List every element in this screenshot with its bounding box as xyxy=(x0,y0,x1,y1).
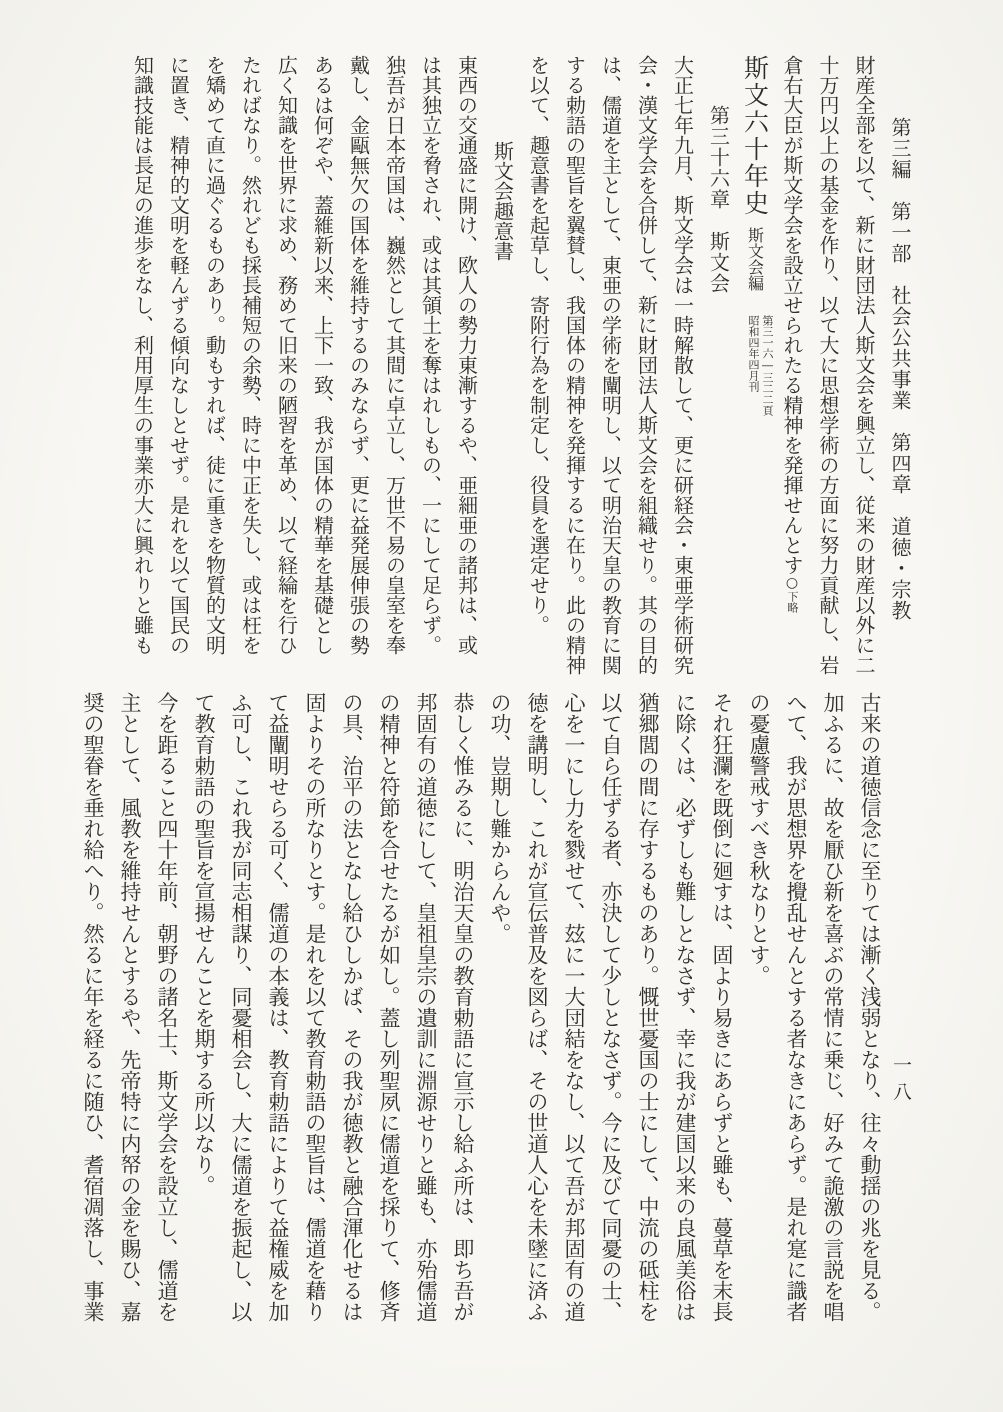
text-column: に除くは、必ずしも難しとなさず、幸に我が建国以来の良風美俗は xyxy=(673,692,697,1322)
book-editor: 斯文会編 xyxy=(745,227,765,291)
text-column: 猶郷閭の間に存するものあり。慨世憂国の士にして、中流の砥柱を xyxy=(636,692,660,1322)
text-column: 邦固有の道徳にして、皇祖皇宗の遺訓に淵源せりと雖も、亦殆儒道 xyxy=(414,692,438,1322)
text-column: 知識技能は長足の進歩をなし、利用厚生の事業亦大に興れりと雖も xyxy=(130,55,155,655)
text-column: て益闡明せらる可く、儒道の本義は、教育勅語によりて益権威を加 xyxy=(266,692,290,1322)
quote-text: 倉右大臣が斯文学会を設立せられたる精神を発揮せんとす xyxy=(780,55,804,575)
text-column: の憂慮警戒すべき秋なりとす。 xyxy=(747,692,771,986)
text-column: 主として、風教を維持せんとするや、先帝特に内帑の金を賜ひ、嘉 xyxy=(118,692,142,1322)
quote-column xyxy=(774,55,810,703)
running-header: 第三編 第一部 社会公共事業 第四章 道徳・宗教 xyxy=(888,117,912,621)
section-heading: 斯文会趣意書 xyxy=(490,141,515,261)
text-column: たればなり。然れども採長補短の余勢、時に中正を失し、或は枉を xyxy=(238,55,263,655)
chapter-heading: 第三十六章 斯文会 xyxy=(706,105,731,294)
text-column: を矯めて直に過ぐるものあり。動もすれば、徒に重きを物質的文明 xyxy=(202,55,227,655)
text-column: 以て自ら任ずる者、亦決して少しとなさず。今に及びて同憂の士、 xyxy=(599,692,623,1322)
citation-date: 昭和四年四月刊 xyxy=(747,315,760,392)
citation-pages: 第三一六―三二二頁 xyxy=(761,315,774,416)
text-column: の功、豈期し難からんや。 xyxy=(488,692,512,944)
text-column: 奨の聖眷を垂れ給へり。然るに年を経るに随ひ、耆宿凋落し、事業 xyxy=(81,692,105,1322)
text-column: に置き、精神的文明を軽んずる傾向なしとせず。是れを以て国民の xyxy=(166,55,191,655)
top-text-register xyxy=(125,55,919,703)
source-citation-note xyxy=(746,315,774,416)
quote-column: 財産全部を以て、新に財団法人斯文会を興立し、従来の財産以外に二 xyxy=(852,55,876,675)
text-column: 恭しく惟みるに、明治天皇の教育勅語に宣示し給ふ所は、即ち吾が xyxy=(451,692,475,1322)
quote-column: 十万円以上の基金を作り、以て大に思想学術の方面に努力貢献し、岩 xyxy=(816,55,840,675)
bottom-text-register xyxy=(74,692,888,1347)
text-column: 広く知識を世界に求め、務めて旧来の陋習を革め、以て経綸を行ひ xyxy=(274,55,299,655)
text-column: の具、治平の法となし給ひしかば、その我が徳教と融合渾化せるは xyxy=(340,692,364,1322)
text-column: 心を一にし力を戮せて、玆に一大団結をなし、以て吾が邦固有の道 xyxy=(562,692,586,1322)
text-column: 東西の交通盛に開け、欧人の勢力東漸するや、亜細亜の諸邦は、或 xyxy=(454,55,479,655)
text-column: 徳を講明し、これが宣伝普及を図らば、その世道人心を未墜に済ふ xyxy=(525,692,549,1322)
page-number: 一八 xyxy=(890,1055,912,1109)
text-column: ふ可し、これ我が同志相謀り、同憂相会し、大に儒道を振起し、以 xyxy=(229,692,253,1322)
text-column: あるは何ぞや、蓋維新以来、上下一致、我が国体の精華を基礎とし xyxy=(310,55,335,655)
text-column: 今を距ること四十年前、朝野の諸名士、斯文学会を設立し、儒道を xyxy=(155,692,179,1322)
text-column: 会・漢文学会を合併して、新に財団法人斯文会を組織せり。其の目的 xyxy=(634,55,659,675)
text-column: て教育勅語の聖旨を宣揚せんことを期する所以なり。 xyxy=(192,692,216,1196)
source-title-column xyxy=(737,55,775,703)
text-column: 加ふるに、故を厭ひ新を喜ぶの常情に乗じ、好みて詭激の言説を唱 xyxy=(821,692,845,1322)
text-column: 大正七年九月、斯文学会は一時解散して、更に研経会・東亜学術研究 xyxy=(670,55,695,675)
text-column: へて、我が思想界を攪乱せんとする者なきにあらず。是れ寔に識者 xyxy=(784,692,808,1322)
text-column: 戴し、金甌無欠の国体を維持するのみならず、更に益発展伸張の勢 xyxy=(346,55,371,655)
text-column: は其独立を脅され、或は其領土を奪はれしもの、一にして足らず。 xyxy=(418,55,443,655)
omission-mark: ○ xyxy=(784,575,800,591)
text-column: 独吾が日本帝国は、巍然として其間に卓立し、万世不易の皇室を奉 xyxy=(382,55,407,655)
text-column: の精神と符節を合せたるが如し。蓋し列聖夙に儒道を採りて、修斉 xyxy=(377,692,401,1322)
text-column: は、儒道を主として、東亜の学術を闡明し、以て明治天皇の教育に関 xyxy=(598,55,623,675)
text-column: 古来の道徳信念に至りては漸く浅弱となり、往々動揺の兆を見る。 xyxy=(858,692,882,1322)
text-column: それ狂瀾を既倒に廻すは、固より易きにあらずと雖も、蔓草を末長 xyxy=(710,692,734,1322)
omission-note: 下略 xyxy=(786,591,799,613)
text-column: する勅語の聖旨を翼賛し、我国体の精神を発揮するに在り。此の精神 xyxy=(562,55,587,675)
book-title: 斯文六十年史 xyxy=(740,55,770,217)
text-column: 固よりその所なりとす。是れを以て教育勅語の聖旨は、儒道を藉り xyxy=(303,692,327,1322)
text-column: を以て、趣意書を起草し、寄附行為を制定し、役員を選定せり。 xyxy=(526,55,551,635)
